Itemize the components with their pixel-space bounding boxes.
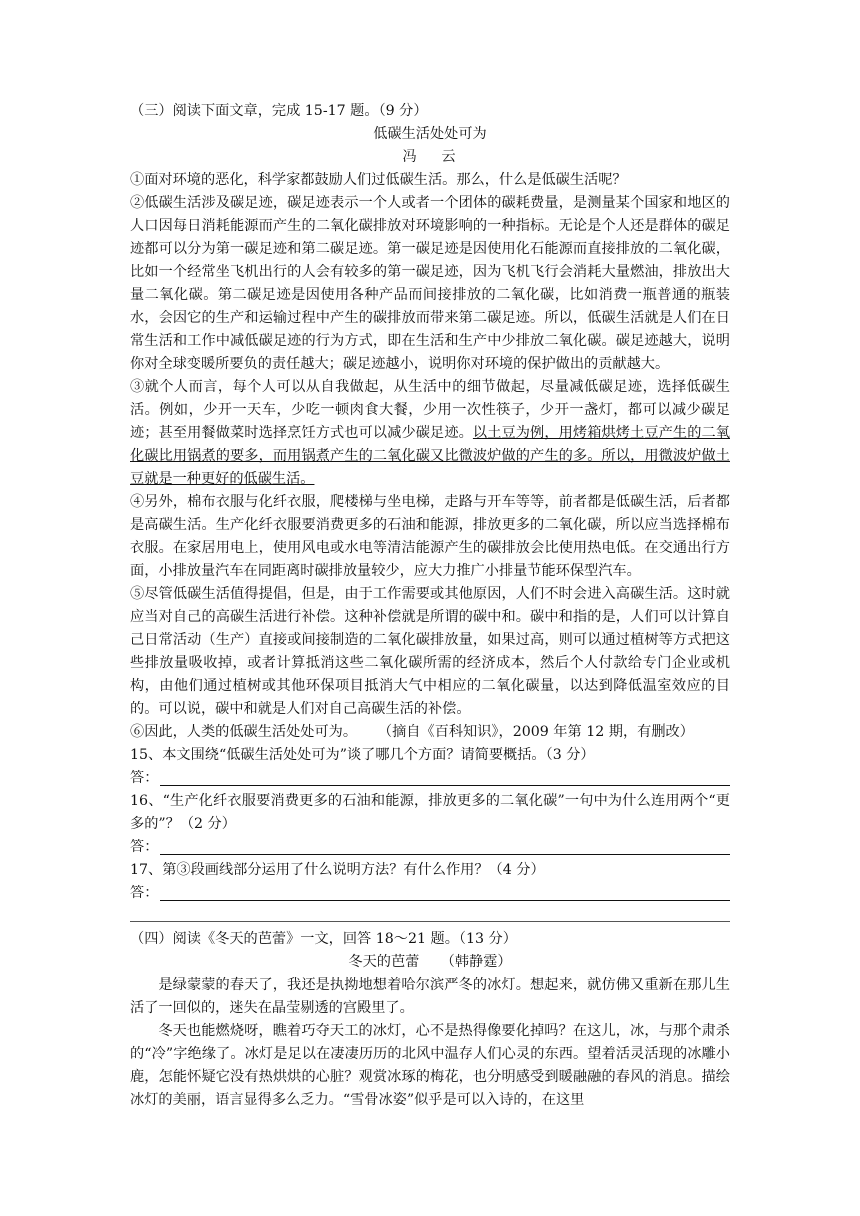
paragraph-1: ①面对环境的恶化，科学家都鼓励人们过低碳生活。那么，什么是低碳生活呢？	[130, 172, 627, 188]
source-note: （摘自《百科知识》，2009 年第 12 期，有删改）	[385, 724, 694, 740]
answer-16-row	[130, 836, 730, 859]
paragraph-3-underlined: 以土豆为例，用烤箱烘烤土豆产生的二氧化碳比用锅煮的要多，而用锅煮产生的二氧化碳又比微波炉做的产生的多。所以，用微波炉做土豆就是一种更好的低碳生活。	[130, 425, 730, 487]
section3-heading: （三）阅读下面文章，完成 15-17 题。（9 分）	[130, 103, 428, 119]
paragraph-3	[130, 376, 730, 491]
paragraph-6-text: ⑥因此，人类的低碳生活处处可为。	[130, 724, 358, 740]
paragraph-5: ⑤尽管低碳生活值得提倡，但是，由于工作需要或其他原因，人们不时会进入高碳生活。这时就应当对自己的高碳生活进行补偿。这种补偿就是所谓的碳中和。碳中和指的是，人们可以计算自己日常活动（生产）直接或间接制造的二氧化碳排放量，如果过高，则可以通过植树等方式把这些排放量吸收掉，或者计算抵消这些二氧化碳所需的经济成本，然后个人付款给专门企业或机构，由他们通过植树或其他环保项目抵消大气中相应的二氧化碳量，以达到降低温室效应的目的。可以说，碳中和就是人们对自己高碳生活的补偿。	[130, 586, 730, 717]
exam-page	[130, 100, 730, 1112]
answer-17-blank[interactable]	[160, 884, 730, 901]
section4-heading: （四）阅读《冬天的芭蕾》一文，回答 18～21 题。（13 分）	[130, 931, 517, 947]
article2-title: 冬天的芭蕾 （韩静霆）	[348, 954, 512, 970]
paragraph-2: ②低碳生活涉及碳足迹，碳足迹表示一个人或者一个团体的碳耗费量，是测量某个国家和地区的人口因每日消耗能源而产生的二氧化碳排放对环境影响的一种指标。无论是个人还是群体的碳足迹都可以分为第一碳足迹和第二碳足迹。第一碳足迹是因使用化石能源而直接排放的二氧化碳，比如一个经常坐飞机出行的人会有较多的第一碳足迹，因为飞机飞行会消耗大量燃油，排放出大量二氧化碳。第二碳足迹是因使用各种产品而间接排放的二氧化碳，比如消费一瓶普通的瓶装水，会因它的生产和运输过程中产生的碳排放而带来第二碳足迹。所以，低碳生活就是人们在日常生活和工作中减低碳足迹的行为方式，即在生活和生产中少排放二氧化碳。碳足迹越大，说明你对全球变暖所要负的责任越大；碳足迹越小，说明你对环境的保护做出的贡献越大。	[130, 195, 730, 372]
article-author: 冯 云	[402, 149, 458, 165]
paragraph-3-text: ③就个人而言，每个人可以从自我做起，从生活中的细节做起，尽量减低碳足迹，选择低碳生活。例如，少开一天车，少吃一顿肉食大餐，少用一次性筷子，少开一盏灯，都可以减少碳足迹；甚至用餐做菜时选择烹饪方式也可以减少碳足迹。	[130, 379, 730, 441]
question-15: 15、本文围绕“低碳生活处处可为”谈了哪几个方面？请简要概括。（3 分）	[130, 747, 595, 763]
paragraph-6	[130, 721, 730, 744]
answer-label: 答：	[130, 885, 159, 901]
paragraph-4: ④另外，棉布衣服与化纤衣服，爬楼梯与坐电梯，走路与开车等等，前者都是低碳生活，后者都是高碳生活。生产化纤衣服要消费更多的石油和能源，排放更多的二氧化碳，所以应当选择棉布衣服。在家居用电上，使用风电或水电等清洁能源产生的碳排放会比使用热电低。在交通出行方面，小排放量汽车在同距离时碳排放量较少，应大力推广小排量节能环保型汽车。	[130, 494, 730, 579]
article2-paragraph-1: 是绿蒙蒙的春天了，我还是执拗地想着哈尔滨严冬的冰灯。想起来，就仿佛又重新在那儿生活了一回似的，迷失在晶莹剔透的宫殿里了。	[130, 977, 730, 1016]
answer-15-blank[interactable]	[160, 769, 730, 786]
article2-paragraph-2: 冬天也能燃烧呀，瞧着巧夺天工的冰灯，心不是热得像要化掉吗？在这儿，冰，与那个肃杀的“冷”字绝缘了。冰灯是足以在凄凄历历的北风中温存人们心灵的东西。望着活灵活现的冰雕小鹿，怎能怀疑它没有热烘烘的心脏？观赏冰琢的梅花，也分明感受到暖融融的春风的消息。描绘冰灯的美丽，语言显得多么乏力。“雪骨冰姿”似乎是可以入诗的，在这里	[130, 1023, 730, 1108]
question-17: 17、第③段画线部分运用了什么说明方法？有什么作用？（4 分）	[130, 862, 545, 878]
answer-label: 答：	[130, 839, 159, 855]
answer-15-row	[130, 767, 730, 790]
article-title: 低碳生活处处可为	[373, 126, 487, 142]
section-divider	[130, 921, 730, 922]
answer-17-row	[130, 882, 730, 905]
answer-label: 答：	[130, 770, 159, 786]
answer-16-blank[interactable]	[160, 838, 730, 855]
question-16: 16、“生产化纤衣服要消费更多的石油和能源，排放更多的二氧化碳”一句中为什么连用两个“更多的”？（2 分）	[130, 793, 730, 832]
